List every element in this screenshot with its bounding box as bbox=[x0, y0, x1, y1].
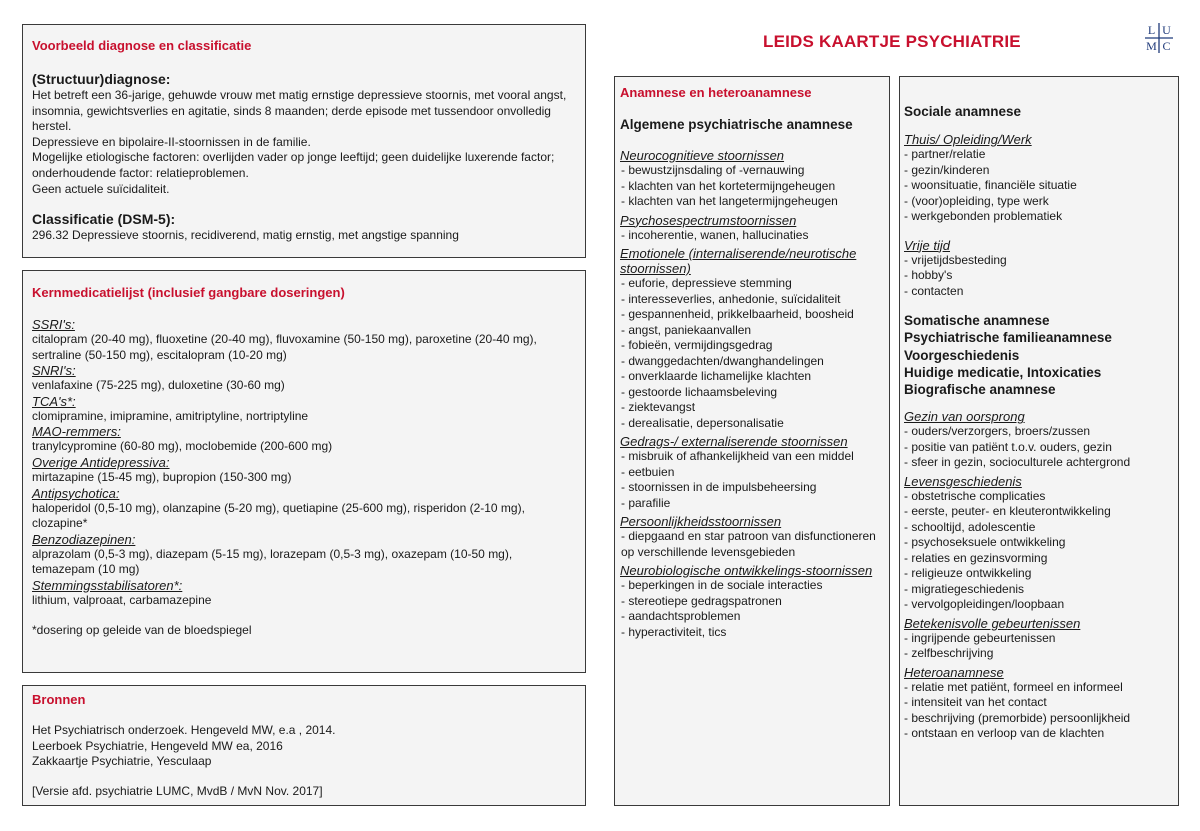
section-item: - sfeer in gezin, socioculturele achtergrond bbox=[904, 455, 1131, 470]
section-item: - aandachtsproblemen bbox=[621, 609, 741, 623]
section-item: - ouders/verzorgers, broers/zussen bbox=[904, 424, 1091, 439]
anamnese-section bbox=[620, 213, 889, 244]
medicatie-group bbox=[32, 394, 585, 425]
section-item: - werkgebonden problematiek bbox=[904, 209, 1063, 223]
anamnese-section bbox=[620, 563, 889, 640]
group-heading: Overige Antidepressiva: bbox=[32, 454, 170, 470]
section-heading: Neurocognitieve stoornissen bbox=[620, 148, 785, 163]
anamnese-section bbox=[620, 514, 889, 560]
group-heading: SSRI's: bbox=[32, 317, 75, 332]
section-item: - relatie met patiënt, formeel en informeel bbox=[904, 679, 1123, 694]
group-text: citalopram (20-40 mg), fluoxetine (20-40 mg), fluvoxamine (50-150 mg), paroxetine (20-40 mg), sertraline (50-150 mg), escitalopram (10-20 mg) bbox=[32, 332, 537, 362]
group-heading: Benzodiazepinen: bbox=[32, 531, 136, 547]
group-text: haloperidol (0,5-10 mg), olanzapine (5-20 mg), quetiapine (25-600 mg), risperidon (2-10 mg), clozapine* bbox=[32, 500, 525, 531]
section-item: - klachten van het kortetermijngeheugen bbox=[621, 178, 836, 193]
bron-item: Zakkaartje Psychiatrie, Yesculaap bbox=[32, 754, 212, 769]
anamnese-section bbox=[620, 246, 889, 431]
section-item: - schooltijd, adolescentie bbox=[904, 519, 1036, 534]
section-item: - vrijetijdsbesteding bbox=[904, 252, 1007, 267]
section-item: - woonsituatie, financiële situatie bbox=[904, 178, 1077, 192]
sociale-sections-bottom bbox=[904, 409, 1178, 742]
section-item: - fobieën, vermijdingsgedrag bbox=[621, 338, 773, 352]
section-item: - diepgaand en star patroon van disfunctioneren op verschillende levensgebieden bbox=[621, 529, 876, 559]
section-heading: Gezin van oorsprong bbox=[904, 409, 1025, 425]
section-item: - interesseverlies, anhedonie, suïcidaliteit bbox=[621, 291, 841, 306]
medicatie-group bbox=[32, 486, 585, 532]
medicatie-title: Kernmedicatielijst (inclusief gangbare doseringen) bbox=[32, 285, 345, 300]
section-item: - beperkingen in de sociale interacties bbox=[621, 578, 823, 592]
section-item: - parafilie bbox=[621, 495, 671, 510]
section-item: - dwanggedachten/dwanghandelingen bbox=[621, 353, 824, 368]
page-title: LEIDS KAARTJE PSYCHIATRIE bbox=[763, 32, 1021, 51]
anamnese-sections bbox=[620, 148, 889, 640]
classificatie-heading: Classificatie (DSM-5): bbox=[32, 211, 176, 228]
section-item: - contacten bbox=[904, 283, 964, 298]
anamnese-section bbox=[620, 434, 889, 511]
diagnose-panel bbox=[22, 24, 586, 258]
anamnese-section bbox=[904, 409, 1178, 471]
group-heading: Antipsychotica: bbox=[32, 485, 120, 501]
bron-item: Leerboek Psychiatrie, Hengeveld MW ea, 2016 bbox=[32, 738, 283, 753]
section-item: - beschrijving (premorbide) persoonlijkheid bbox=[904, 710, 1131, 725]
bronnen-panel bbox=[22, 685, 586, 806]
section-item: - obstetrische complicaties bbox=[904, 488, 1046, 503]
anamnese-section bbox=[620, 148, 889, 210]
diagnose-line: Depressieve en bipolaire-II-stoornissen in de familie. bbox=[32, 134, 311, 149]
section-item: - ontstaan en verloop van de klachten bbox=[904, 726, 1105, 741]
section-item: - stereotiepe gedragspatronen bbox=[621, 593, 782, 608]
section-item: - stoornissen in de impulsbeheersing bbox=[621, 480, 817, 494]
medicatie-group bbox=[32, 363, 585, 394]
section-item: - eerste, peuter- en kleuterontwikkeling bbox=[904, 504, 1111, 519]
section-item: - ingrijpende gebeurtenissen bbox=[904, 630, 1056, 645]
group-text: lithium, valproaat, carbamazepine bbox=[32, 592, 212, 607]
section-heading: Emotionele (internaliserende/neurotische stoornissen) bbox=[620, 246, 857, 276]
section-item: - bewustzijnsdaling of -vernauwing bbox=[621, 163, 805, 177]
section-heading: Gedrags-/ externaliserende stoornissen bbox=[620, 434, 848, 449]
sociale-sections-top bbox=[904, 132, 1178, 299]
section-heading: Thuis/ Opleiding/Werk bbox=[904, 132, 1032, 147]
section-item: - derealisatie, depersonalisatie bbox=[621, 415, 784, 430]
medicatie-panel bbox=[22, 270, 586, 673]
group-heading: TCA's*: bbox=[32, 393, 76, 409]
medicatie-group bbox=[32, 578, 585, 609]
section-heading: Heteroanamnese bbox=[904, 664, 1004, 680]
anamnese-title: Anamnese en heteroanamnese bbox=[620, 85, 812, 100]
group-text: clomipramine, imipramine, amitriptyline, nortriptyline bbox=[32, 408, 309, 423]
anamnese-panel bbox=[614, 76, 890, 806]
section-item: - positie van patiënt t.o.v. ouders, gezin bbox=[904, 439, 1112, 454]
section-heading: Levensgeschiedenis bbox=[904, 473, 1022, 489]
group-heading: SNRI's: bbox=[32, 363, 76, 379]
section-item: - religieuze ontwikkeling bbox=[904, 566, 1032, 581]
section-heading: Psychosespectrumstoornissen bbox=[620, 212, 797, 228]
sociale-anamnese-panel bbox=[899, 76, 1179, 806]
lumc-logo bbox=[1144, 22, 1174, 54]
versie-text: [Versie afd. psychiatrie LUMC, MvdB / MvN Nov. 2017] bbox=[32, 783, 323, 798]
diagnose-title: Voorbeeld diagnose en classificatie bbox=[32, 38, 252, 53]
svg-text:C: C bbox=[1162, 39, 1171, 53]
section-item: - ziektevangst bbox=[621, 400, 696, 414]
section-item: - zelfbeschrijving bbox=[904, 646, 994, 661]
section-item: - gespannenheid, prikkelbaarheid, boosheid bbox=[621, 307, 854, 321]
section-item: - relaties en gezinsvorming bbox=[904, 550, 1048, 565]
group-text: tranylcypromine (60-80 mg), moclobemide (200-600 mg) bbox=[32, 439, 333, 454]
section-item: - psychoseksuele ontwikkeling bbox=[904, 535, 1066, 550]
dosering-note: *dosering op geleide van de bloedspiegel bbox=[32, 622, 252, 637]
section-heading: Persoonlijkheidsstoornissen bbox=[620, 514, 782, 529]
section-item: - eetbuien bbox=[621, 464, 675, 479]
medicatie-group bbox=[32, 317, 585, 363]
medicatie-group bbox=[32, 424, 585, 455]
section-item: - (voor)opleiding, type werk bbox=[904, 193, 1049, 208]
anamnese-section bbox=[904, 132, 1178, 225]
anamnese-section bbox=[904, 616, 1178, 662]
diagnose-line: Geen actuele suïcidaliteit. bbox=[32, 181, 170, 196]
bold-list-item: Biografische anamnese bbox=[904, 382, 1056, 398]
section-heading: Neurobiologische ontwikkelings-stoornissen bbox=[620, 563, 873, 578]
section-item: - partner/relatie bbox=[904, 147, 986, 161]
sociale-anamnese-heading: Sociale anamnese bbox=[904, 104, 1022, 119]
section-heading: Vrije tijd bbox=[904, 237, 951, 253]
group-heading: Stemmingsstabilisatoren*: bbox=[32, 577, 183, 593]
section-item: - euforie, depressieve stemming bbox=[621, 276, 792, 290]
structuur-heading: (Structuur)diagnose: bbox=[32, 71, 171, 87]
bronnen-title: Bronnen bbox=[32, 692, 86, 707]
svg-text:U: U bbox=[1162, 23, 1171, 37]
section-item: - migratiegeschiedenis bbox=[904, 581, 1025, 596]
bold-list-item: Huidige medicatie, Intoxicaties bbox=[904, 364, 1102, 380]
medicatie-group bbox=[32, 455, 585, 486]
classificatie-text: 296.32 Depressieve stoornis, recidiverend, matig ernstig, met angstige spanning bbox=[32, 228, 459, 243]
group-heading: MAO-remmers: bbox=[32, 424, 121, 440]
section-item: - misbruik of afhankelijkheid van een middel bbox=[621, 449, 854, 463]
section-item: - angst, paniekaanvallen bbox=[621, 322, 752, 337]
bold-list-item: Voorgeschiedenis bbox=[904, 347, 1020, 363]
group-text: alprazolam (0,5-3 mg), diazepam (5-15 mg), lorazepam (0,5-3 mg), oxazepam (10-50 mg), temazepam (10 mg) bbox=[32, 546, 513, 577]
bron-item: Het Psychiatrisch onderzoek. Hengeveld MW, e.a , 2014. bbox=[32, 723, 336, 737]
section-heading: Betekenisvolle gebeurtenissen bbox=[904, 615, 1081, 631]
diagnose-line: Mogelijke etiologische factoren: overlijden vader op jonge leeftijd; geen duidelijke luxerende factor; onderhoudende factor: relatieproblemen. bbox=[32, 150, 555, 180]
medicatie-group bbox=[32, 532, 585, 578]
algemene-anamnese-heading: Algemene psychiatrische anamnese bbox=[620, 117, 853, 132]
section-item: - hyperactiviteit, tics bbox=[621, 624, 727, 639]
section-item: - hobby's bbox=[904, 268, 953, 282]
anamnese-section bbox=[904, 474, 1178, 613]
section-item: - incoherentie, wanen, hallucinaties bbox=[621, 227, 809, 242]
section-item: - gezin/kinderen bbox=[904, 162, 990, 177]
bold-list-item: Psychiatrische familieanamnese bbox=[904, 330, 1112, 346]
group-text: venlafaxine (75-225 mg), duloxetine (30-60 mg) bbox=[32, 378, 285, 393]
anamnese-bold-list bbox=[904, 312, 1178, 398]
group-text: mirtazapine (15-45 mg), bupropion (150-300 mg) bbox=[32, 469, 292, 484]
svg-text:M: M bbox=[1146, 39, 1157, 53]
svg-text:L: L bbox=[1147, 23, 1156, 37]
diagnose-line: Het betreft een 36-jarige, gehuwde vrouw met matig ernstige depressieve stoornis, met vooral angst, insomnia, gewichtsverlies en agitatie, sinds 8 maanden; derde episode met tussendoor onvolledig herstel. bbox=[32, 88, 567, 134]
section-item: - vervolgopleidingen/loopbaan bbox=[904, 597, 1065, 612]
section-item: - onverklaarde lichamelijke klachten bbox=[621, 369, 812, 383]
bold-list-item: Somatische anamnese bbox=[904, 313, 1050, 328]
section-item: - gestoorde lichaamsbeleving bbox=[621, 384, 778, 399]
anamnese-section bbox=[904, 665, 1178, 742]
section-item: - intensiteit van het contact bbox=[904, 695, 1047, 710]
anamnese-section bbox=[904, 238, 1178, 300]
section-item: - klachten van het langetermijngeheugen bbox=[621, 194, 838, 208]
